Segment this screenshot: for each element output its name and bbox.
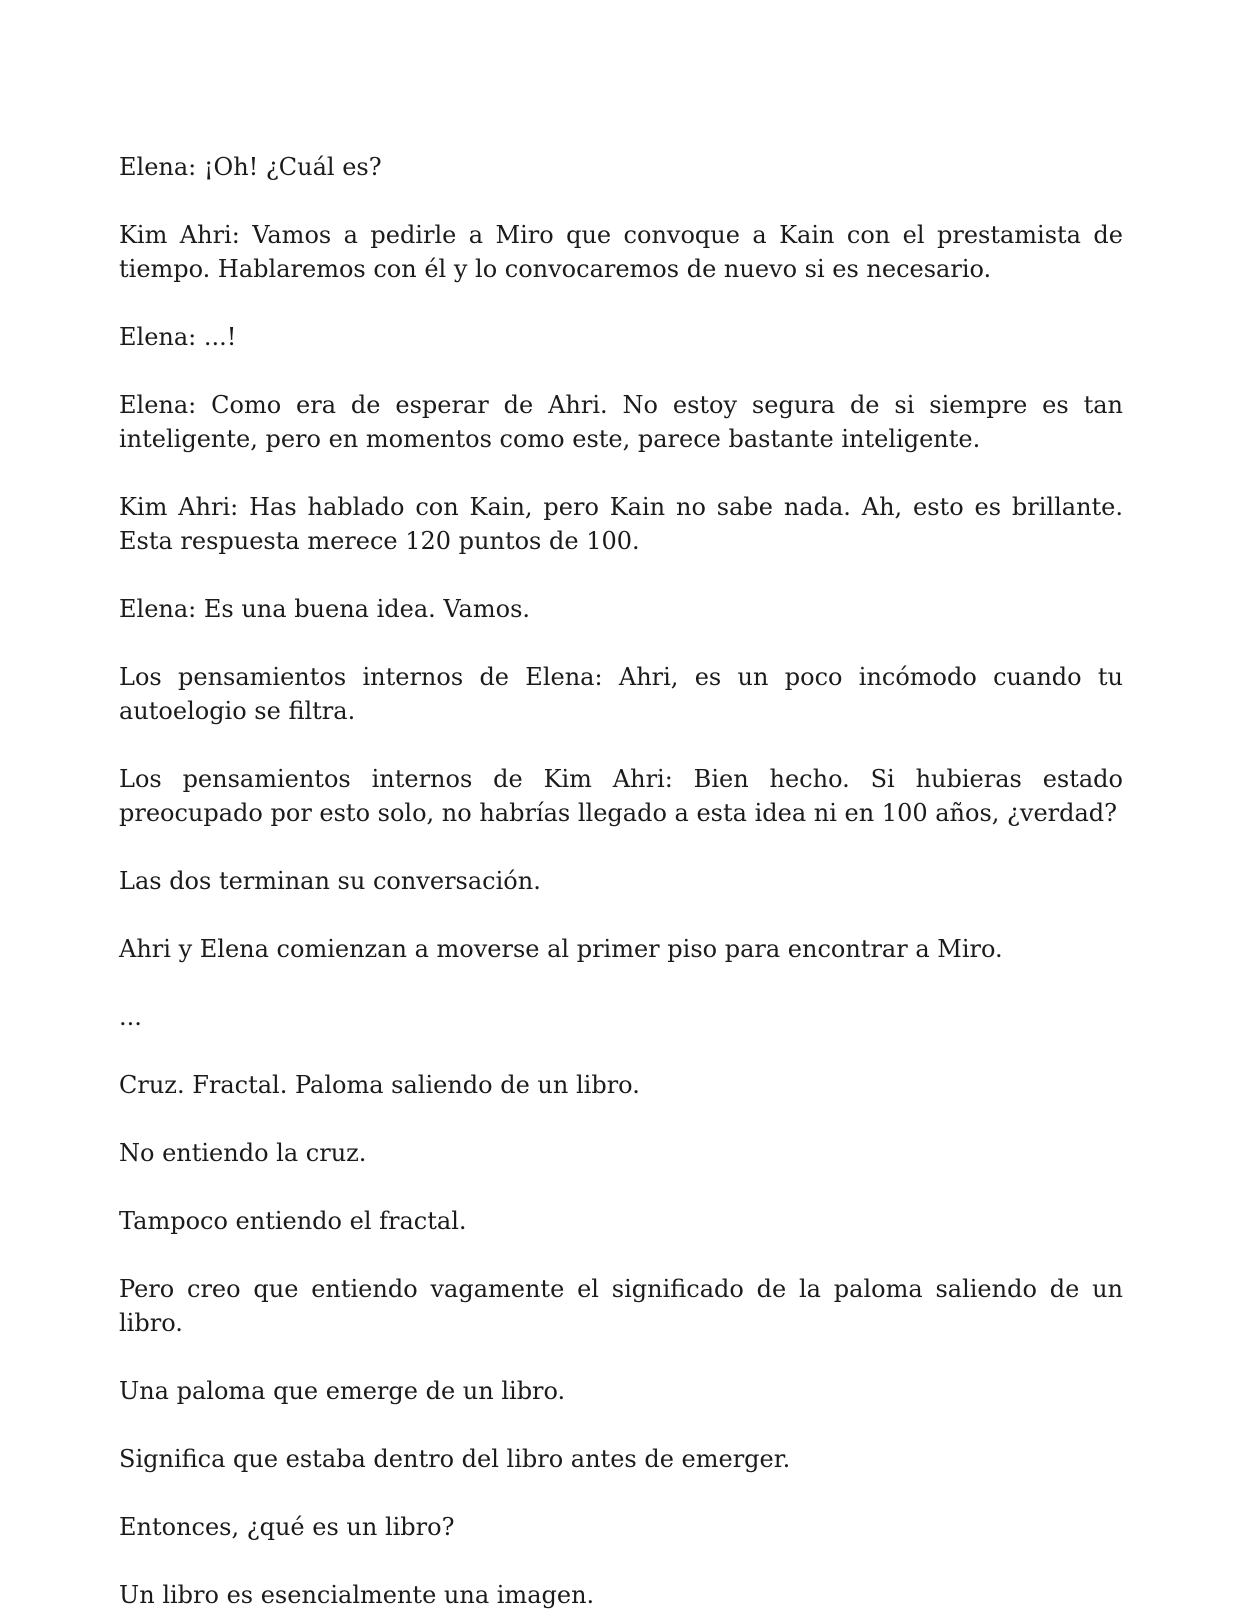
paragraph: Las dos terminan su conversación. bbox=[119, 867, 541, 895]
document-body bbox=[119, 150, 1123, 1617]
paragraph: Entonces, ¿qué es un libro? bbox=[119, 1513, 455, 1541]
paragraph: Tampoco entiendo el fractal. bbox=[119, 1207, 467, 1235]
paragraph: Los pensamientos internos de Kim Ahri: Bien hecho. Si hubieras estado preocupado por esto solo, no habrías llegado a esta idea ni en 100 años, ¿verdad? bbox=[119, 765, 1123, 827]
paragraph: Pero creo que entiendo vagamente el significado de la paloma saliendo de un libro. bbox=[119, 1275, 1123, 1337]
paragraph: Un libro es esencialmente una imagen. bbox=[119, 1581, 595, 1609]
paragraph: Elena: Como era de esperar de Ahri. No estoy segura de si siempre es tan inteligente, pero en momentos como este, parece bastante inteligente. bbox=[119, 391, 1123, 453]
paragraph: Ahri y Elena comienzan a moverse al primer piso para encontrar a Miro. bbox=[119, 935, 1003, 963]
paragraph: Elena: Es una buena idea. Vamos. bbox=[119, 595, 531, 623]
paragraph: Significa que estaba dentro del libro antes de emerger. bbox=[119, 1445, 791, 1473]
paragraph: No entiendo la cruz. bbox=[119, 1139, 367, 1167]
paragraph: Cruz. Fractal. Paloma saliendo de un libro. bbox=[119, 1071, 640, 1099]
paragraph: Elena: ¡Oh! ¿Cuál es? bbox=[119, 153, 382, 181]
paragraph: Elena: ...! bbox=[119, 323, 237, 351]
paragraph: Kim Ahri: Has hablado con Kain, pero Kain no sabe nada. Ah, esto es brillante. Esta respuesta merece 120 puntos de 100. bbox=[119, 493, 1123, 555]
paragraph: Kim Ahri: Vamos a pedirle a Miro que convoque a Kain con el prestamista de tiempo. Hablaremos con él y lo convocaremos de nuevo si es necesario. bbox=[119, 221, 1123, 283]
paragraph: Los pensamientos internos de Elena: Ahri, es un poco incómodo cuando tu autoelogio se filtra. bbox=[119, 663, 1123, 725]
paragraph: Una paloma que emerge de un libro. bbox=[119, 1377, 566, 1405]
scene-break: ... bbox=[119, 1003, 142, 1031]
